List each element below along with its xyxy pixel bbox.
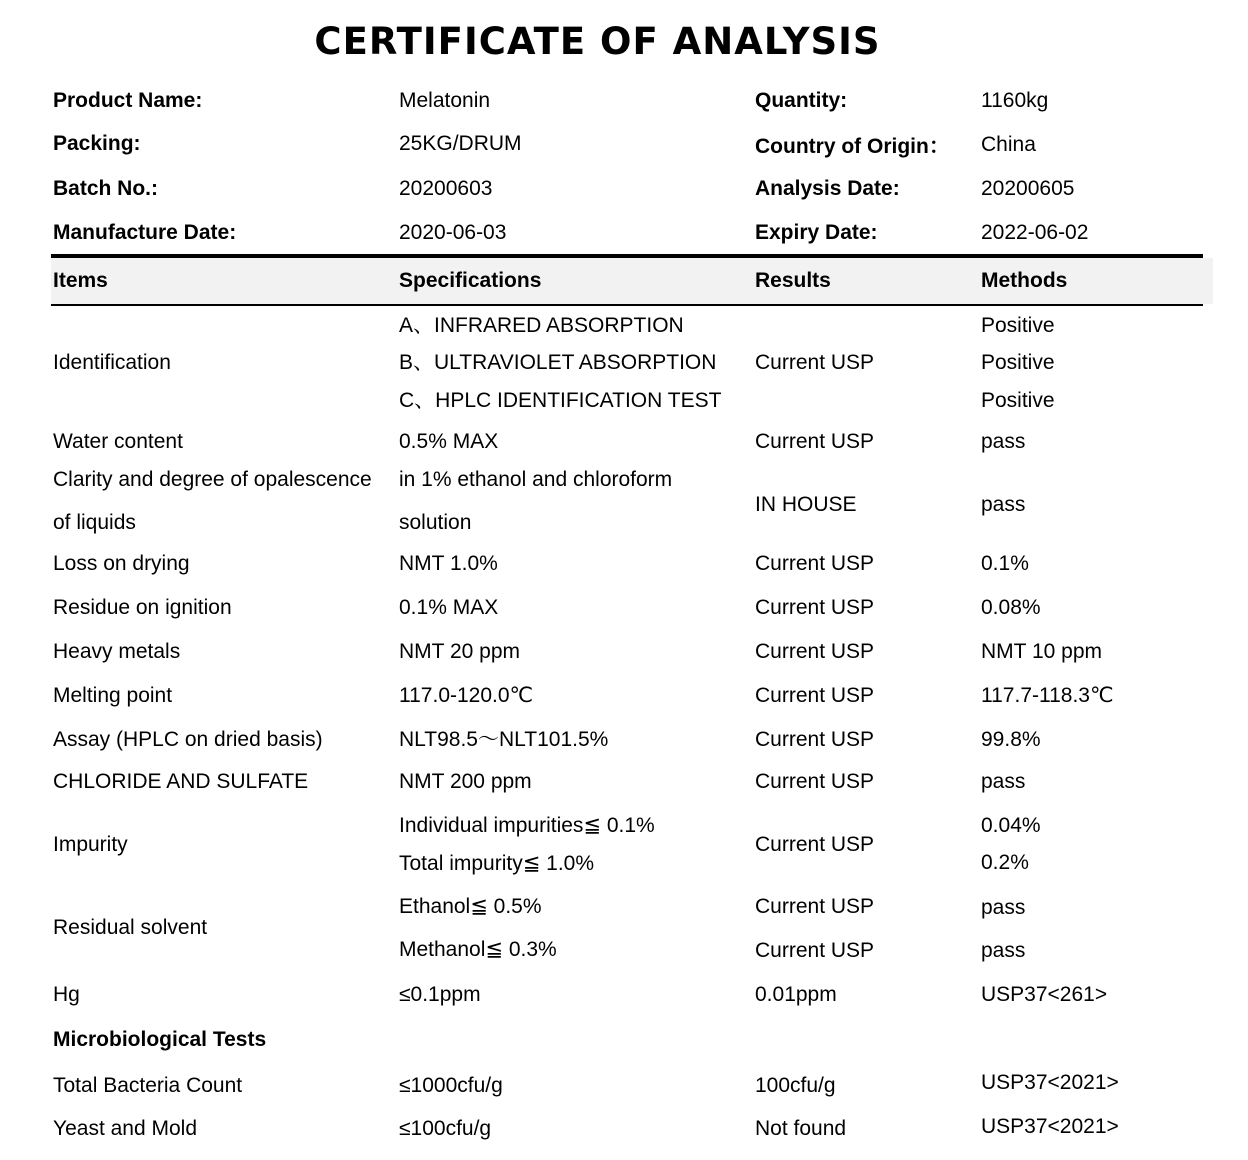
assay-method: 99.8% (981, 728, 1041, 751)
water-method: pass (981, 430, 1026, 453)
assay-result: Current USP (755, 728, 875, 751)
loss-item: Loss on drying (53, 552, 190, 575)
solvent-spec-methanol: Methanol≦ 0.3% (399, 938, 557, 961)
impurity-method-individual: 0.04% (981, 814, 1041, 837)
impurity-spec-total: Total impurity≦ 1.0% (399, 852, 594, 875)
melting-method: 117.7-118.3℃ (981, 684, 1114, 707)
chloride-item: CHLORIDE AND SULFATE (53, 770, 309, 793)
header-results: Results (755, 269, 831, 292)
solvent-spec-ethanol: Ethanol≦ 0.5% (399, 895, 542, 918)
clarity-spec-line2: solution (399, 511, 472, 534)
identification-spec-c: C、HPLC IDENTIFICATION TEST (399, 389, 722, 412)
manufacture-date-value: 2020-06-03 (399, 221, 507, 244)
chloride-spec: NMT 200 ppm (399, 770, 532, 793)
origin-label: Country of Origin： (755, 135, 950, 158)
quantity-label: Quantity: (755, 89, 848, 112)
batch-label: Batch No.: (53, 177, 158, 200)
identification-result: Current USP (755, 351, 875, 374)
identification-method-c: Positive (981, 389, 1055, 412)
identification-method-b: Positive (981, 351, 1055, 374)
manufacture-date-label: Manufacture Date: (53, 221, 237, 244)
clarity-spec-line1: in 1% ethanol and chloroform (399, 468, 673, 491)
yeast-result: Not found (755, 1117, 847, 1140)
water-result: Current USP (755, 430, 875, 453)
heavy-spec: NMT 20 ppm (399, 640, 520, 663)
clarity-result: IN HOUSE (755, 493, 857, 516)
heavy-result: Current USP (755, 640, 875, 663)
hg-spec: ≤0.1ppm (399, 983, 481, 1006)
hg-item: Hg (53, 983, 80, 1006)
identification-item: Identification (53, 351, 171, 374)
clarity-item-line2: of liquids (53, 511, 136, 534)
heavy-item: Heavy metals (53, 640, 181, 663)
bacteria-method: USP37<2021> (981, 1071, 1119, 1094)
hg-result: 0.01ppm (755, 983, 837, 1006)
bacteria-item: Total Bacteria Count (53, 1074, 243, 1097)
table-header-rule (51, 304, 1203, 306)
loss-spec: NMT 1.0% (399, 552, 498, 575)
solvent-item: Residual solvent (53, 916, 208, 939)
identification-method-a: Positive (981, 314, 1055, 337)
yeast-item: Yeast and Mold (53, 1117, 197, 1140)
solvent-method-ethanol: pass (981, 896, 1026, 919)
impurity-result: Current USP (755, 833, 875, 856)
header-items: Items (53, 269, 108, 292)
chloride-method: pass (981, 770, 1026, 793)
assay-item: Assay (HPLC on dried basis) (53, 728, 323, 751)
hg-method: USP37<261> (981, 983, 1108, 1006)
residue-result: Current USP (755, 596, 875, 619)
yeast-spec: ≤100cfu/g (399, 1117, 492, 1140)
packing-label: Packing: (53, 132, 141, 155)
bacteria-spec: ≤1000cfu/g (399, 1074, 503, 1097)
melting-item: Melting point (53, 684, 173, 707)
yeast-method: USP37<2021> (981, 1115, 1119, 1138)
micro-heading: Microbiological Tests (53, 1028, 267, 1051)
origin-value: China (981, 133, 1036, 156)
assay-spec: NLT98.5～NLT101.5% (399, 728, 609, 751)
impurity-method-total: 0.2% (981, 851, 1029, 874)
melting-spec: 117.0-120.0℃ (399, 684, 534, 707)
residue-spec: 0.1% MAX (399, 596, 499, 619)
solvent-method-methanol: pass (981, 939, 1026, 962)
melting-result: Current USP (755, 684, 875, 707)
heavy-method: NMT 10 ppm (981, 640, 1102, 663)
loss-method: 0.1% (981, 552, 1029, 575)
residue-item: Residue on ignition (53, 596, 232, 619)
quantity-value: 1160kg (981, 89, 1049, 112)
header-specifications: Specifications (399, 269, 542, 292)
water-spec: 0.5% MAX (399, 430, 499, 453)
bacteria-result: 100cfu/g (755, 1074, 836, 1097)
identification-spec-a: A、INFRARED ABSORPTION (399, 314, 684, 337)
solvent-result-methanol: Current USP (755, 939, 875, 962)
clarity-method: pass (981, 493, 1026, 516)
expiry-date-label: Expiry Date: (755, 221, 878, 244)
product-name-label: Product Name: (53, 89, 203, 112)
expiry-date-value: 2022-06-02 (981, 221, 1089, 244)
batch-value: 20200603 (399, 177, 493, 200)
water-item: Water content (53, 430, 183, 453)
clarity-item-line1: Clarity and degree of opalescence (53, 468, 372, 491)
impurity-spec-individual: Individual impurities≦ 0.1% (399, 814, 655, 837)
analysis-date-value: 20200605 (981, 177, 1075, 200)
impurity-item: Impurity (53, 833, 128, 856)
chloride-result: Current USP (755, 770, 875, 793)
product-name-value: Melatonin (399, 89, 491, 112)
packing-value: 25KG/DRUM (399, 132, 522, 155)
residue-method: 0.08% (981, 596, 1041, 619)
solvent-result-ethanol: Current USP (755, 895, 875, 918)
analysis-date-label: Analysis Date: (755, 177, 900, 200)
document-title: CERTIFICATE OF ANALYSIS (314, 20, 881, 63)
header-methods: Methods (981, 269, 1068, 292)
identification-spec-b: B、ULTRAVIOLET ABSORPTION (399, 351, 717, 374)
loss-result: Current USP (755, 552, 875, 575)
